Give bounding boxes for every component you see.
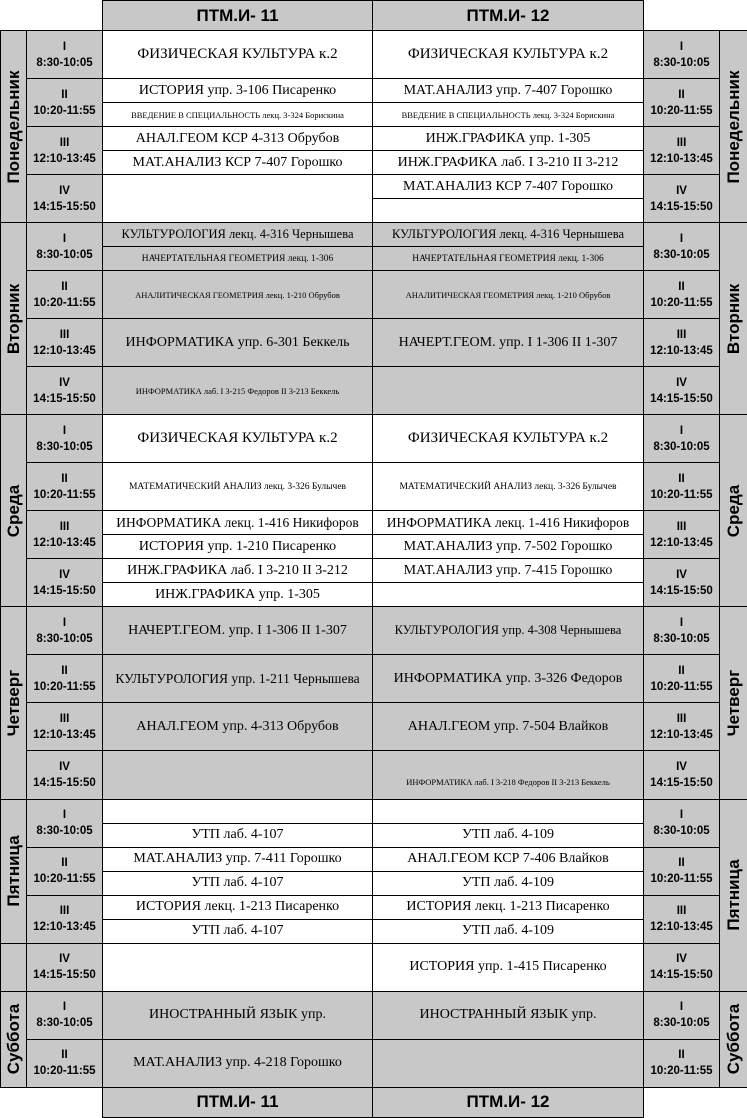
lesson-tue-2-g11: АНАЛИТИЧЕСКАЯ ГЕОМЕТРИЯ лекц. 1-210 Обрубов — [103, 271, 373, 319]
lesson-wed-1-g12: ФИЗИЧЕСКАЯ КУЛЬТУРА к.2 — [373, 415, 644, 463]
slot-tue-4-right: IV 14:15-15:50 — [644, 367, 720, 415]
slot-wed-3-right: III 12:10-13:45 — [644, 511, 720, 559]
day-label-fri-right: Пятница — [720, 799, 747, 991]
slot-tue-2-right: II 10:20-11:55 — [644, 271, 720, 319]
slot-fri-1-right: I 8:30-10:05 — [644, 799, 720, 847]
lesson-fri-2a-g11: МАТ.АНАЛИЗ упр. 7-411 Горошко — [103, 847, 373, 871]
slot-sat-1-right: I 8:30-10:05 — [644, 991, 720, 1039]
slot-fri-4-left: IV 14:15-15:50 — [27, 943, 103, 991]
day-label-thu-right: Четверг — [720, 607, 747, 799]
lesson-sat-2-g12-empty — [373, 1039, 644, 1087]
lesson-fri-1a-g11-empty — [103, 799, 373, 823]
day-label-wed: Среда — [1, 415, 27, 607]
slot-mon-3-right: III 12:10-13:45 — [644, 127, 720, 175]
lesson-mon-1-g12: ФИЗИЧЕСКАЯ КУЛЬТУРА к.2 — [373, 31, 644, 79]
lesson-sat-2-g11: МАТ.АНАЛИЗ упр. 4-218 Горошко — [103, 1039, 373, 1087]
lesson-thu-3-g11: АНАЛ.ГЕОМ упр. 4-313 Обрубов — [103, 703, 373, 751]
group-header-g11: ПТМ.И- 11 — [103, 1, 373, 31]
lesson-fri-3b-g11: УТП лаб. 4-107 — [103, 919, 373, 943]
group-header-g12: ПТМ.И- 12 — [373, 1, 644, 31]
lesson-wed-4a-g12: МАТ.АНАЛИЗ упр. 7-415 Горошко — [373, 559, 644, 583]
lesson-wed-3b-g12: МАТ.АНАЛИЗ упр. 7-502 Горошко — [373, 535, 644, 559]
slot-sat-2-right: II 10:20-11:55 — [644, 1039, 720, 1087]
day-label-wed-right: Среда — [720, 415, 747, 607]
lesson-fri-1a-g12-empty — [373, 799, 644, 823]
lesson-mon-3b-g11: МАТ.АНАЛИЗ КСР 7-407 Горошко — [103, 151, 373, 175]
slot-sat-1-left: I 8:30-10:05 — [27, 991, 103, 1039]
lesson-fri-2a-g12: АНАЛ.ГЕОМ КСР 7-406 Влайков — [373, 847, 644, 871]
slot-tue-4-left: IV 14:15-15:50 — [27, 367, 103, 415]
slot-tue-3-right: III 12:10-13:45 — [644, 319, 720, 367]
slot-wed-2-left: II 10:20-11:55 — [27, 463, 103, 511]
lesson-fri-2b-g12: УТП лаб. 4-109 — [373, 871, 644, 895]
slot-mon-3-left: III 12:10-13:45 — [27, 127, 103, 175]
lesson-tue-4-g11: ИНФОРМАТИКА лаб. I 3-215 Федоров II 3-213 Беккель — [103, 367, 373, 415]
slot-wed-3-left: III 12:10-13:45 — [27, 511, 103, 559]
lesson-tue-4-g12-empty — [373, 367, 644, 415]
slot-thu-4-left: IV 14:15-15:50 — [27, 751, 103, 799]
slot-thu-1-left: I 8:30-10:05 — [27, 607, 103, 655]
slot-mon-2-right: II 10:20-11:55 — [644, 79, 720, 127]
day-label-tue: Вторник — [1, 223, 27, 415]
slot-tue-1-right: I 8:30-10:05 — [644, 223, 720, 271]
day-label-sat: Суббота — [1, 991, 27, 1087]
header-corner-right — [644, 1, 747, 31]
lesson-mon-4-g11-empty — [103, 175, 373, 223]
lesson-fri-3a-g12: ИСТОРИЯ лекц. 1-213 Писаренко — [373, 895, 644, 919]
slot-tue-2-left: II 10:20-11:55 — [27, 271, 103, 319]
lesson-sat-1-g11: ИНОСТРАННЫЙ ЯЗЫК упр. — [103, 991, 373, 1039]
lesson-mon-2a-g12: МАТ.АНАЛИЗ упр. 7-407 Горошко — [373, 79, 644, 103]
lesson-wed-4b-g12-empty — [373, 583, 644, 607]
slot-thu-1-right: I 8:30-10:05 — [644, 607, 720, 655]
lesson-wed-3a-g11: ИНФОРМАТИКА лекц. 1-416 Никифоров — [103, 511, 373, 535]
lesson-mon-1-g11: ФИЗИЧЕСКАЯ КУЛЬТУРА к.2 — [103, 31, 373, 79]
day-label-mon: Понедельник — [1, 31, 27, 223]
lesson-fri-2b-g11: УТП лаб. 4-107 — [103, 871, 373, 895]
lesson-fri-4-g11-empty — [103, 943, 373, 991]
slot-fri-2-right: II 10:20-11:55 — [644, 847, 720, 895]
slot-fri-2-left: II 10:20-11:55 — [27, 847, 103, 895]
slot-wed-4-right: IV 14:15-15:50 — [644, 559, 720, 607]
lesson-mon-4b-g12-empty — [373, 199, 644, 223]
lesson-tue-3-g11: ИНФОРМАТИКА упр. 6-301 Беккель — [103, 319, 373, 367]
lesson-wed-2-g11: МАТЕМАТИЧЕСКИЙ АНАЛИЗ лекц. 3-326 Булычев — [103, 463, 373, 511]
slot-thu-2-left: II 10:20-11:55 — [27, 655, 103, 703]
slot-wed-1-right: I 8:30-10:05 — [644, 415, 720, 463]
lesson-thu-4-g12: ИНФОРМАТИКА лаб. I 3-218 Федоров II 3-213 Беккель — [373, 751, 644, 799]
slot-wed-1-left: I 8:30-10:05 — [27, 415, 103, 463]
lesson-mon-3a-g11: АНАЛ.ГЕОМ КСР 4-313 Обрубов — [103, 127, 373, 151]
lesson-wed-1-g11: ФИЗИЧЕСКАЯ КУЛЬТУРА к.2 — [103, 415, 373, 463]
day-label-fri: Пятница — [1, 799, 27, 943]
slot-thu-2-right: II 10:20-11:55 — [644, 655, 720, 703]
footer-corner-right — [644, 1087, 747, 1117]
lesson-fri-1b-g11: УТП лаб. 4-107 — [103, 823, 373, 847]
day-label-mon-right: Понедельник — [720, 31, 747, 223]
slot-mon-4-left: IV 14:15-15:50 — [27, 175, 103, 223]
slot-mon-1-left: I 8:30-10:05 — [27, 31, 103, 79]
slot-mon-4-right: IV 14:15-15:50 — [644, 175, 720, 223]
slot-thu-3-left: III 12:10-13:45 — [27, 703, 103, 751]
lesson-mon-3a-g12: ИНЖ.ГРАФИКА упр. 1-305 — [373, 127, 644, 151]
slot-tue-1-left: I 8:30-10:05 — [27, 223, 103, 271]
slot-fri-3-right: III 12:10-13:45 — [644, 895, 720, 943]
lesson-mon-3b-g12: ИНЖ.ГРАФИКА лаб. I 3-210 II 3-212 — [373, 151, 644, 175]
lesson-fri-4-g12: ИСТОРИЯ упр. 1-415 Писаренко — [373, 943, 644, 991]
footer-corner-left — [1, 1087, 103, 1117]
slot-sat-2-left: II 10:20-11:55 — [27, 1039, 103, 1087]
day-label-fri-extra — [1, 943, 27, 991]
lesson-wed-4b-g11: ИНЖ.ГРАФИКА упр. 1-305 — [103, 583, 373, 607]
lesson-wed-3b-g11: ИСТОРИЯ упр. 1-210 Писаренко — [103, 535, 373, 559]
group-footer-g12: ПТМ.И- 12 — [373, 1087, 644, 1117]
lesson-mon-4a-g12: МАТ.АНАЛИЗ КСР 7-407 Горошко — [373, 175, 644, 199]
day-label-thu: Четверг — [1, 607, 27, 799]
slot-mon-2-left: II 10:20-11:55 — [27, 79, 103, 127]
lesson-wed-3a-g12: ИНФОРМАТИКА лекц. 1-416 Никифоров — [373, 511, 644, 535]
lesson-thu-1-g12: КУЛЬТУРОЛОГИЯ упр. 4-308 Чернышева — [373, 607, 644, 655]
day-label-sat-right: Суббота — [720, 991, 747, 1087]
lesson-thu-3-g12: АНАЛ.ГЕОМ упр. 7-504 Влайков — [373, 703, 644, 751]
lesson-fri-1b-g12: УТП лаб. 4-109 — [373, 823, 644, 847]
lesson-thu-2-g12: ИНФОРМАТИКА упр. 3-326 Федоров — [373, 655, 644, 703]
lesson-fri-3b-g12: УТП лаб. 4-109 — [373, 919, 644, 943]
slot-thu-3-right: III 12:10-13:45 — [644, 703, 720, 751]
lesson-fri-3a-g11: ИСТОРИЯ лекц. 1-213 Писаренко — [103, 895, 373, 919]
lesson-sat-1-g12: ИНОСТРАННЫЙ ЯЗЫК упр. — [373, 991, 644, 1039]
day-label-tue-right: Вторник — [720, 223, 747, 415]
slot-wed-4-left: IV 14:15-15:50 — [27, 559, 103, 607]
slot-fri-4-right: IV 14:15-15:50 — [644, 943, 720, 991]
lesson-mon-2b-g12: ВВЕДЕНИЕ В СПЕЦИАЛЬНОСТЬ лекц. 3-324 Борискина — [373, 103, 644, 127]
slot-wed-2-right: II 10:20-11:55 — [644, 463, 720, 511]
lesson-thu-4-g11-empty — [103, 751, 373, 799]
slot-tue-3-left: III 12:10-13:45 — [27, 319, 103, 367]
lesson-mon-2b-g11: ВВЕДЕНИЕ В СПЕЦИАЛЬНОСТЬ лекц. 3-324 Борискина — [103, 103, 373, 127]
lesson-wed-4a-g11: ИНЖ.ГРАФИКА лаб. I 3-210 II 3-212 — [103, 559, 373, 583]
slot-fri-3-left: III 12:10-13:45 — [27, 895, 103, 943]
lesson-tue-1a-g12: КУЛЬТУРОЛОГИЯ лекц. 4-316 Чернышева — [373, 223, 644, 247]
lesson-tue-2-g12: АНАЛИТИЧЕСКАЯ ГЕОМЕТРИЯ лекц. 1-210 Обрубов — [373, 271, 644, 319]
slot-fri-1-left: I 8:30-10:05 — [27, 799, 103, 847]
header-corner-left — [1, 1, 103, 31]
lesson-thu-2-g11: КУЛЬТУРОЛОГИЯ упр. 1-211 Чернышева — [103, 655, 373, 703]
lesson-tue-1b-g11: НАЧЕРТАТЕЛЬНАЯ ГЕОМЕТРИЯ лекц. 1-306 — [103, 247, 373, 271]
lesson-wed-2-g12: МАТЕМАТИЧЕСКИЙ АНАЛИЗ лекц. 3-326 Булычев — [373, 463, 644, 511]
lesson-tue-1b-g12: НАЧЕРТАТЕЛЬНАЯ ГЕОМЕТРИЯ лекц. 1-306 — [373, 247, 644, 271]
lesson-mon-2a-g11: ИСТОРИЯ упр. 3-106 Писаренко — [103, 79, 373, 103]
slot-mon-1-right: I 8:30-10:05 — [644, 31, 720, 79]
lesson-tue-3-g12: НАЧЕРТ.ГЕОМ. упр. I 1-306 II 1-307 — [373, 319, 644, 367]
lesson-thu-1-g11: НАЧЕРТ.ГЕОМ. упр. I 1-306 II 1-307 — [103, 607, 373, 655]
slot-thu-4-right: IV 14:15-15:50 — [644, 751, 720, 799]
lesson-tue-1a-g11: КУЛЬТУРОЛОГИЯ лекц. 4-316 Чернышева — [103, 223, 373, 247]
group-footer-g11: ПТМ.И- 11 — [103, 1087, 373, 1117]
